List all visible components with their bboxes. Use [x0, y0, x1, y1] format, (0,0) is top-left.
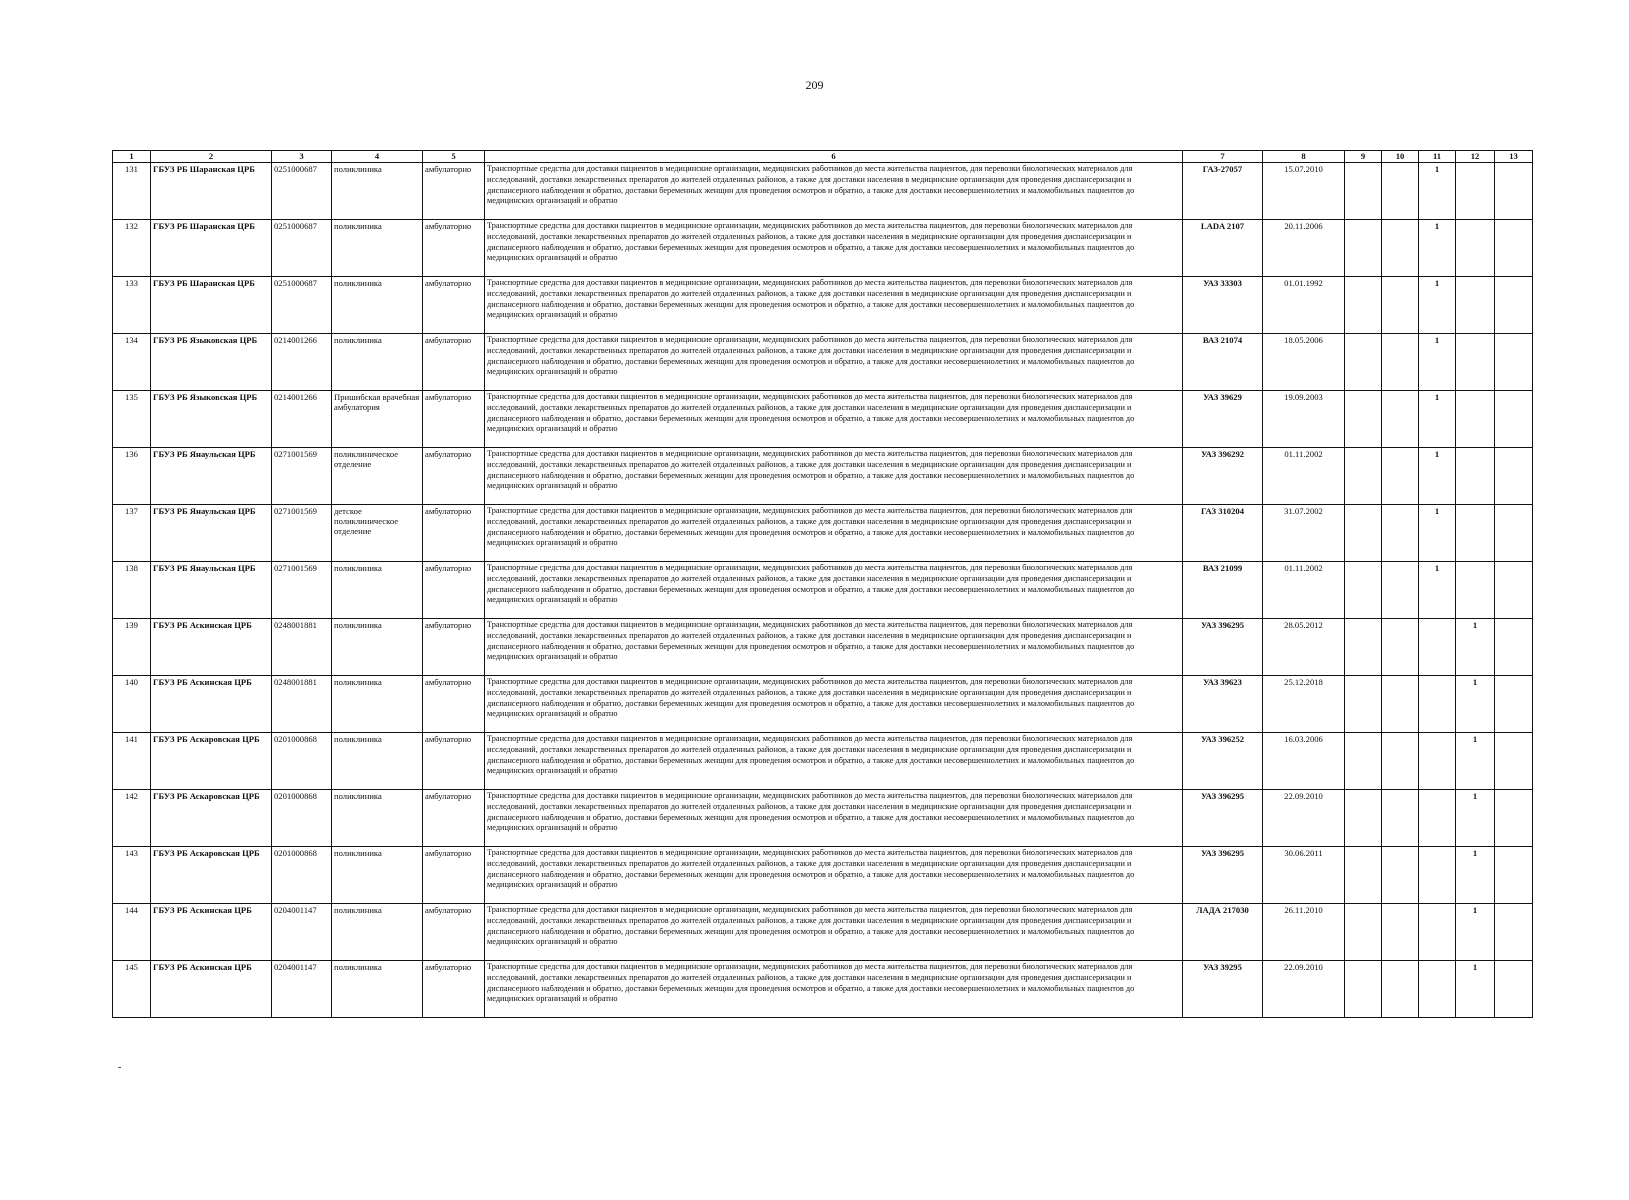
col12-cell: [1456, 277, 1495, 334]
col10-cell: [1382, 391, 1419, 448]
division-cell: поликлиника: [332, 334, 423, 391]
org-code-cell: 0201000868: [272, 847, 332, 904]
vehicle-model-cell: УАЗ 39623: [1183, 676, 1263, 733]
table-row: [113, 562, 1533, 619]
col13-cell: [1495, 904, 1533, 961]
column-header-13: 13: [1495, 151, 1533, 163]
col11-cell: 1: [1419, 163, 1456, 220]
organization-cell: ГБУЗ РБ Аскинская ЦРБ: [151, 961, 272, 1018]
row-number-cell: 145: [113, 961, 151, 1018]
col12-cell: 1: [1456, 961, 1495, 1018]
table-row: [113, 505, 1533, 562]
org-code-cell: 0214001266: [272, 391, 332, 448]
care-mode-cell: амбулаторно: [423, 904, 485, 961]
purpose-description-cell: Транспортные средства для доставки пациентов в медицинские организации, медицинских работников до места жительства пациентов, для перевозки биологических материалов для исследований, доставки лекарственных препаратов до жителей отдаленных районов, а также для доставки населения в медицинские организации для проведения диспансеризации и диспансерного наблюдения и обратно, доставки беременных женщин для проведения осмотров и обратно, а также для доставки несовершеннолетних и маломобильных пациентов до медицинских организаций и обратно: [485, 220, 1183, 277]
vehicle-model-cell: УАЗ 396295: [1183, 847, 1263, 904]
col13-cell: [1495, 391, 1533, 448]
purpose-description-cell: Транспортные средства для доставки пациентов в медицинские организации, медицинских работников до места жительства пациентов, для перевозки биологических материалов для исследований, доставки лекарственных препаратов до жителей отдаленных районов, а также для доставки населения в медицинские организации для проведения диспансеризации и диспансерного наблюдения и обратно, доставки беременных женщин для проведения осмотров и обратно, а также для доставки несовершеннолетних и маломобильных пациентов до медицинских организаций и обратно: [485, 847, 1183, 904]
col11-cell: 1: [1419, 334, 1456, 391]
row-number-cell: 141: [113, 733, 151, 790]
vehicle-model-cell: УАЗ 396295: [1183, 619, 1263, 676]
col12-cell: 1: [1456, 619, 1495, 676]
col9-cell: [1345, 733, 1382, 790]
header-row: [113, 151, 1533, 163]
col12-cell: [1456, 163, 1495, 220]
col10-cell: [1382, 163, 1419, 220]
col13-cell: [1495, 676, 1533, 733]
table-header: [113, 151, 1533, 163]
purpose-description-cell: Транспортные средства для доставки пациентов в медицинские организации, медицинских работников до места жительства пациентов, для перевозки биологических материалов для исследований, доставки лекарственных препаратов до жителей отдаленных районов, а также для доставки населения в медицинские организации для проведения диспансеризации и диспансерного наблюдения и обратно, доставки беременных женщин для проведения осмотров и обратно, а также для доставки несовершеннолетних и маломобильных пациентов до медицинских организаций и обратно: [485, 790, 1183, 847]
col11-cell: [1419, 619, 1456, 676]
care-mode-cell: амбулаторно: [423, 448, 485, 505]
col12-cell: [1456, 391, 1495, 448]
column-header-9: 9: [1345, 151, 1382, 163]
col12-cell: [1456, 334, 1495, 391]
col9-cell: [1345, 562, 1382, 619]
col10-cell: [1382, 220, 1419, 277]
purpose-description-cell: Транспортные средства для доставки пациентов в медицинские организации, медицинских работников до места жительства пациентов, для перевозки биологических материалов для исследований, доставки лекарственных препаратов до жителей отдаленных районов, а также для доставки населения в медицинские организации для проведения диспансеризации и диспансерного наблюдения и обратно, доставки беременных женщин для проведения осмотров и обратно, а также для доставки несовершеннолетних и маломобильных пациентов до медицинских организаций и обратно: [485, 448, 1183, 505]
division-cell: поликлиническое отделение: [332, 448, 423, 505]
col12-cell: 1: [1456, 847, 1495, 904]
col9-cell: [1345, 334, 1382, 391]
column-header-5: 5: [423, 151, 485, 163]
care-mode-cell: амбулаторно: [423, 733, 485, 790]
col11-cell: [1419, 847, 1456, 904]
table-row: [113, 163, 1533, 220]
division-cell: поликлиника: [332, 562, 423, 619]
vehicle-model-cell: УАЗ 396252: [1183, 733, 1263, 790]
registration-date-cell: 01.11.2002: [1263, 562, 1345, 619]
vehicle-model-cell: ЛАДА 217030: [1183, 904, 1263, 961]
col10-cell: [1382, 961, 1419, 1018]
org-code-cell: 0248001881: [272, 676, 332, 733]
row-number-cell: 142: [113, 790, 151, 847]
org-code-cell: 0271001569: [272, 448, 332, 505]
table-row: [113, 733, 1533, 790]
registration-date-cell: 01.01.1992: [1263, 277, 1345, 334]
col11-cell: [1419, 733, 1456, 790]
division-cell: Пришибская врачебная амбулатория: [332, 391, 423, 448]
org-code-cell: 0251000687: [272, 163, 332, 220]
footer-mark: -: [118, 1062, 122, 1073]
org-code-cell: 0204001147: [272, 961, 332, 1018]
registration-date-cell: 01.11.2002: [1263, 448, 1345, 505]
vehicle-model-cell: ГАЗ-27057: [1183, 163, 1263, 220]
organization-cell: ГБУЗ РБ Янаульская ЦРБ: [151, 505, 272, 562]
care-mode-cell: амбулаторно: [423, 391, 485, 448]
care-mode-cell: амбулаторно: [423, 277, 485, 334]
column-header-12: 12: [1456, 151, 1495, 163]
registration-date-cell: 15.07.2010: [1263, 163, 1345, 220]
col11-cell: 1: [1419, 562, 1456, 619]
table-row: [113, 961, 1533, 1018]
column-header-6: 6: [485, 151, 1183, 163]
row-number-cell: 136: [113, 448, 151, 505]
col9-cell: [1345, 220, 1382, 277]
purpose-description-cell: Транспортные средства для доставки пациентов в медицинские организации, медицинских работников до места жительства пациентов, для перевозки биологических материалов для исследований, доставки лекарственных препаратов до жителей отдаленных районов, а также для доставки населения в медицинские организации для проведения диспансеризации и диспансерного наблюдения и обратно, доставки беременных женщин для проведения осмотров и обратно, а также для доставки несовершеннолетних и маломобильных пациентов до медицинских организаций и обратно: [485, 904, 1183, 961]
division-cell: поликлиника: [332, 220, 423, 277]
care-mode-cell: амбулаторно: [423, 334, 485, 391]
col11-cell: [1419, 961, 1456, 1018]
organization-cell: ГБУЗ РБ Шаранская ЦРБ: [151, 220, 272, 277]
table-row: [113, 790, 1533, 847]
vehicle-model-cell: LADA 2107: [1183, 220, 1263, 277]
purpose-description-cell: Транспортные средства для доставки пациентов в медицинские организации, медицинских работников до места жительства пациентов, для перевозки биологических материалов для исследований, доставки лекарственных препаратов до жителей отдаленных районов, а также для доставки населения в медицинские организации для проведения диспансеризации и диспансерного наблюдения и обратно, доставки беременных женщин для проведения осмотров и обратно, а также для доставки несовершеннолетних и маломобильных пациентов до медицинских организаций и обратно: [485, 277, 1183, 334]
col10-cell: [1382, 733, 1419, 790]
col10-cell: [1382, 676, 1419, 733]
row-number-cell: 140: [113, 676, 151, 733]
registration-date-cell: 22.09.2010: [1263, 790, 1345, 847]
care-mode-cell: амбулаторно: [423, 619, 485, 676]
col11-cell: 1: [1419, 448, 1456, 505]
purpose-description-cell: Транспортные средства для доставки пациентов в медицинские организации, медицинских работников до места жительства пациентов, для перевозки биологических материалов для исследований, доставки лекарственных препаратов до жителей отдаленных районов, а также для доставки населения в медицинские организации для проведения диспансеризации и диспансерного наблюдения и обратно, доставки беременных женщин для проведения осмотров и обратно, а также для доставки несовершеннолетних и маломобильных пациентов до медицинских организаций и обратно: [485, 961, 1183, 1018]
col9-cell: [1345, 676, 1382, 733]
division-cell: детское поликлиническое отделение: [332, 505, 423, 562]
division-cell: поликлиника: [332, 619, 423, 676]
col11-cell: 1: [1419, 277, 1456, 334]
column-header-3: 3: [272, 151, 332, 163]
col11-cell: [1419, 676, 1456, 733]
registration-date-cell: 16.03.2006: [1263, 733, 1345, 790]
organization-cell: ГБУЗ РБ Языковская ЦРБ: [151, 391, 272, 448]
purpose-description-cell: Транспортные средства для доставки пациентов в медицинские организации, медицинских работников до места жительства пациентов, для перевозки биологических материалов для исследований, доставки лекарственных препаратов до жителей отдаленных районов, а также для доставки населения в медицинские организации для проведения диспансеризации и диспансерного наблюдения и обратно, доставки беременных женщин для проведения осмотров и обратно, а также для доставки несовершеннолетних и маломобильных пациентов до медицинских организаций и обратно: [485, 619, 1183, 676]
table-row: [113, 676, 1533, 733]
col11-cell: 1: [1419, 391, 1456, 448]
org-code-cell: 0271001569: [272, 505, 332, 562]
col9-cell: [1345, 277, 1382, 334]
division-cell: поликлиника: [332, 847, 423, 904]
org-code-cell: 0201000868: [272, 733, 332, 790]
col13-cell: [1495, 847, 1533, 904]
purpose-description-cell: Транспортные средства для доставки пациентов в медицинские организации, медицинских работников до места жительства пациентов, для перевозки биологических материалов для исследований, доставки лекарственных препаратов до жителей отдаленных районов, а также для доставки населения в медицинские организации для проведения диспансеризации и диспансерного наблюдения и обратно, доставки беременных женщин для проведения осмотров и обратно, а также для доставки несовершеннолетних и маломобильных пациентов до медицинских организаций и обратно: [485, 562, 1183, 619]
col9-cell: [1345, 619, 1382, 676]
row-number-cell: 131: [113, 163, 151, 220]
division-cell: поликлиника: [332, 904, 423, 961]
col12-cell: [1456, 220, 1495, 277]
vehicle-model-cell: УАЗ 39295: [1183, 961, 1263, 1018]
col13-cell: [1495, 790, 1533, 847]
table-row: [113, 220, 1533, 277]
column-header-7: 7: [1183, 151, 1263, 163]
purpose-description-cell: Транспортные средства для доставки пациентов в медицинские организации, медицинских работников до места жительства пациентов, для перевозки биологических материалов для исследований, доставки лекарственных препаратов до жителей отдаленных районов, а также для доставки населения в медицинские организации для проведения диспансеризации и диспансерного наблюдения и обратно, доставки беременных женщин для проведения осмотров и обратно, а также для доставки несовершеннолетних и маломобильных пациентов до медицинских организаций и обратно: [485, 505, 1183, 562]
row-number-cell: 144: [113, 904, 151, 961]
col10-cell: [1382, 277, 1419, 334]
org-code-cell: 0201000868: [272, 790, 332, 847]
column-header-10: 10: [1382, 151, 1419, 163]
row-number-cell: 137: [113, 505, 151, 562]
care-mode-cell: амбулаторно: [423, 961, 485, 1018]
col12-cell: [1456, 505, 1495, 562]
col10-cell: [1382, 847, 1419, 904]
col11-cell: 1: [1419, 505, 1456, 562]
col12-cell: [1456, 448, 1495, 505]
column-header-11: 11: [1419, 151, 1456, 163]
col11-cell: [1419, 904, 1456, 961]
col9-cell: [1345, 904, 1382, 961]
row-number-cell: 133: [113, 277, 151, 334]
registration-date-cell: 31.07.2002: [1263, 505, 1345, 562]
care-mode-cell: амбулаторно: [423, 676, 485, 733]
vehicle-model-cell: ГАЗ 310204: [1183, 505, 1263, 562]
page-number: 209: [805, 78, 824, 92]
organization-cell: ГБУЗ РБ Языковская ЦРБ: [151, 334, 272, 391]
division-cell: поликлиника: [332, 277, 423, 334]
col12-cell: 1: [1456, 790, 1495, 847]
col10-cell: [1382, 334, 1419, 391]
vehicle-model-cell: УАЗ 39629: [1183, 391, 1263, 448]
col10-cell: [1382, 562, 1419, 619]
col9-cell: [1345, 961, 1382, 1018]
row-number-cell: 139: [113, 619, 151, 676]
row-number-cell: 135: [113, 391, 151, 448]
org-code-cell: 0271001569: [272, 562, 332, 619]
col12-cell: [1456, 562, 1495, 619]
row-number-cell: 138: [113, 562, 151, 619]
care-mode-cell: амбулаторно: [423, 505, 485, 562]
table-row: [113, 277, 1533, 334]
col11-cell: [1419, 790, 1456, 847]
column-header-1: 1: [113, 151, 151, 163]
table-row: [113, 904, 1533, 961]
col12-cell: 1: [1456, 733, 1495, 790]
purpose-description-cell: Транспортные средства для доставки пациентов в медицинские организации, медицинских работников до места жительства пациентов, для перевозки биологических материалов для исследований, доставки лекарственных препаратов до жителей отдаленных районов, а также для доставки населения в медицинские организации для проведения диспансеризации и диспансерного наблюдения и обратно, доставки беременных женщин для проведения осмотров и обратно, а также для доставки несовершеннолетних и маломобильных пациентов до медицинских организаций и обратно: [485, 334, 1183, 391]
organization-cell: ГБУЗ РБ Шаранская ЦРБ: [151, 163, 272, 220]
col13-cell: [1495, 733, 1533, 790]
division-cell: поликлиника: [332, 163, 423, 220]
table-row: [113, 847, 1533, 904]
division-cell: поликлиника: [332, 790, 423, 847]
organization-cell: ГБУЗ РБ Аскаровская ЦРБ: [151, 790, 272, 847]
registration-date-cell: 19.09.2003: [1263, 391, 1345, 448]
purpose-description-cell: Транспортные средства для доставки пациентов в медицинские организации, медицинских работников до места жительства пациентов, для перевозки биологических материалов для исследований, доставки лекарственных препаратов до жителей отдаленных районов, а также для доставки населения в медицинские организации для проведения диспансеризации и диспансерного наблюдения и обратно, доставки беременных женщин для проведения осмотров и обратно, а также для доставки несовершеннолетних и маломобильных пациентов до медицинских организаций и обратно: [485, 733, 1183, 790]
registration-date-cell: 30.06.2011: [1263, 847, 1345, 904]
organization-cell: ГБУЗ РБ Шаранская ЦРБ: [151, 277, 272, 334]
org-code-cell: 0251000687: [272, 277, 332, 334]
col12-cell: 1: [1456, 676, 1495, 733]
column-header-8: 8: [1263, 151, 1345, 163]
org-code-cell: 0248001881: [272, 619, 332, 676]
care-mode-cell: амбулаторно: [423, 562, 485, 619]
organization-cell: ГБУЗ РБ Янаульская ЦРБ: [151, 562, 272, 619]
organization-cell: ГБУЗ РБ Аскаровская ЦРБ: [151, 847, 272, 904]
registration-date-cell: 28.05.2012: [1263, 619, 1345, 676]
table-row: [113, 619, 1533, 676]
purpose-description-cell: Транспортные средства для доставки пациентов в медицинские организации, медицинских работников до места жительства пациентов, для перевозки биологических материалов для исследований, доставки лекарственных препаратов до жителей отдаленных районов, а также для доставки населения в медицинские организации для проведения диспансеризации и диспансерного наблюдения и обратно, доставки беременных женщин для проведения осмотров и обратно, а также для доставки несовершеннолетних и маломобильных пациентов до медицинских организаций и обратно: [485, 391, 1183, 448]
col9-cell: [1345, 790, 1382, 847]
row-number-cell: 143: [113, 847, 151, 904]
vehicle-model-cell: ВАЗ 21099: [1183, 562, 1263, 619]
col13-cell: [1495, 448, 1533, 505]
vehicle-model-cell: УАЗ 396292: [1183, 448, 1263, 505]
row-number-cell: 134: [113, 334, 151, 391]
registration-date-cell: 18.05.2006: [1263, 334, 1345, 391]
purpose-description-cell: Транспортные средства для доставки пациентов в медицинские организации, медицинских работников до места жительства пациентов, для перевозки биологических материалов для исследований, доставки лекарственных препаратов до жителей отдаленных районов, а также для доставки населения в медицинские организации для проведения диспансеризации и диспансерного наблюдения и обратно, доставки беременных женщин для проведения осмотров и обратно, а также для доставки несовершеннолетних и маломобильных пациентов до медицинских организаций и обратно: [485, 676, 1183, 733]
organization-cell: ГБУЗ РБ Янаульская ЦРБ: [151, 448, 272, 505]
organization-cell: ГБУЗ РБ Аскинская ЦРБ: [151, 904, 272, 961]
organization-cell: ГБУЗ РБ Аскинская ЦРБ: [151, 619, 272, 676]
col9-cell: [1345, 391, 1382, 448]
column-header-2: 2: [151, 151, 272, 163]
column-header-4: 4: [332, 151, 423, 163]
table-row: [113, 334, 1533, 391]
care-mode-cell: амбулаторно: [423, 220, 485, 277]
row-number-cell: 132: [113, 220, 151, 277]
org-code-cell: 0214001266: [272, 334, 332, 391]
col10-cell: [1382, 619, 1419, 676]
division-cell: поликлиника: [332, 961, 423, 1018]
col11-cell: 1: [1419, 220, 1456, 277]
care-mode-cell: амбулаторно: [423, 847, 485, 904]
vehicle-registry-table: [112, 150, 1533, 1018]
org-code-cell: 0204001147: [272, 904, 332, 961]
col13-cell: [1495, 562, 1533, 619]
col13-cell: [1495, 961, 1533, 1018]
table-row: [113, 448, 1533, 505]
vehicle-model-cell: ВАЗ 21074: [1183, 334, 1263, 391]
col9-cell: [1345, 847, 1382, 904]
registration-date-cell: 26.11.2010: [1263, 904, 1345, 961]
division-cell: поликлиника: [332, 733, 423, 790]
col13-cell: [1495, 220, 1533, 277]
vehicle-model-cell: УАЗ 396295: [1183, 790, 1263, 847]
col10-cell: [1382, 790, 1419, 847]
col13-cell: [1495, 334, 1533, 391]
col9-cell: [1345, 505, 1382, 562]
organization-cell: ГБУЗ РБ Аскинская ЦРБ: [151, 676, 272, 733]
col12-cell: 1: [1456, 904, 1495, 961]
col13-cell: [1495, 619, 1533, 676]
purpose-description-cell: Транспортные средства для доставки пациентов в медицинские организации, медицинских работников до места жительства пациентов, для перевозки биологических материалов для исследований, доставки лекарственных препаратов до жителей отдаленных районов, а также для доставки населения в медицинские организации для проведения диспансеризации и диспансерного наблюдения и обратно, доставки беременных женщин для проведения осмотров и обратно, а также для доставки несовершеннолетних и маломобильных пациентов до медицинских организаций и обратно: [485, 163, 1183, 220]
col9-cell: [1345, 163, 1382, 220]
org-code-cell: 0251000687: [272, 220, 332, 277]
care-mode-cell: амбулаторно: [423, 790, 485, 847]
col13-cell: [1495, 277, 1533, 334]
registration-date-cell: 20.11.2006: [1263, 220, 1345, 277]
table-body: [113, 163, 1533, 1018]
registration-date-cell: 25.12.2018: [1263, 676, 1345, 733]
division-cell: поликлиника: [332, 676, 423, 733]
col13-cell: [1495, 505, 1533, 562]
col9-cell: [1345, 448, 1382, 505]
organization-cell: ГБУЗ РБ Аскаровская ЦРБ: [151, 733, 272, 790]
col10-cell: [1382, 448, 1419, 505]
col10-cell: [1382, 904, 1419, 961]
col13-cell: [1495, 163, 1533, 220]
care-mode-cell: амбулаторно: [423, 163, 485, 220]
vehicle-model-cell: УАЗ 33303: [1183, 277, 1263, 334]
col10-cell: [1382, 505, 1419, 562]
table-row: [113, 391, 1533, 448]
registration-date-cell: 22.09.2010: [1263, 961, 1345, 1018]
